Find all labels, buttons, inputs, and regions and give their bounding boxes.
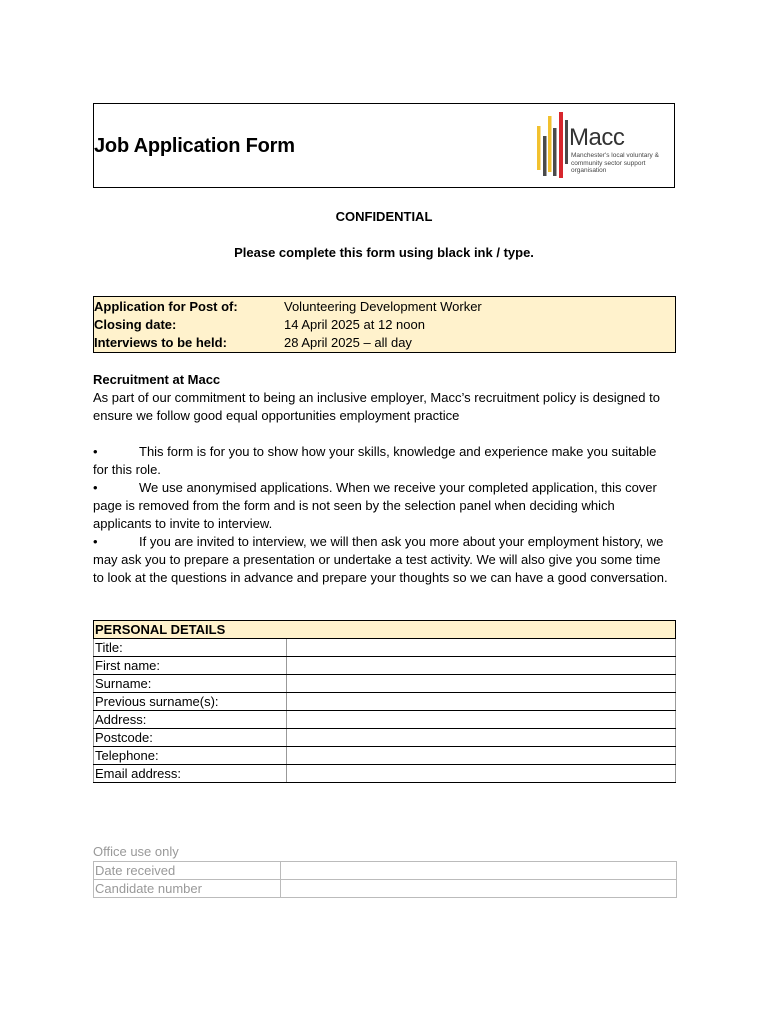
- post-info-row: [94, 298, 675, 316]
- bullet-text: This form is for you to show how your skills, knowledge and experience make you suitable for this role.: [93, 444, 657, 477]
- post-info-value: 28 April 2025 – all day: [284, 335, 412, 350]
- personal-details-heading: PERSONAL DETAILS: [94, 621, 676, 639]
- post-info-value: 14 April 2025 at 12 noon: [284, 317, 425, 332]
- instruction-text: Please complete this form using black ink / type.: [234, 245, 534, 260]
- table-row: [94, 880, 677, 898]
- email-field[interactable]: [287, 765, 676, 783]
- table-row: [94, 657, 676, 675]
- field-label: Candidate number: [94, 880, 281, 898]
- field-label: Address:: [94, 711, 287, 729]
- bullet-text: We use anonymised applications. When we receive your completed application, this cover page is removed from the form and is not seen by the selection panel when deciding which applicants to invite to interview.: [93, 480, 657, 531]
- post-info-row: [94, 334, 675, 352]
- bullet-item: [93, 533, 673, 587]
- post-info-box: [93, 296, 676, 353]
- table-row: [94, 675, 676, 693]
- personal-details-table: [93, 620, 676, 783]
- bullet-dot: •: [93, 534, 98, 549]
- recruitment-intro: As part of our commitment to being an inclusive employer, Macc’s recruitment policy is designed to ensure we follow good equal opportunities employment practice: [93, 390, 660, 423]
- field-label: Postcode:: [94, 729, 287, 747]
- post-info-row: [94, 316, 675, 334]
- logo-bar: [537, 126, 541, 170]
- telephone-field[interactable]: [287, 747, 676, 765]
- first-name-field[interactable]: [287, 657, 676, 675]
- table-row: [94, 765, 676, 783]
- post-info-label: Closing date:: [94, 317, 177, 332]
- bullet-dot: •: [93, 480, 98, 495]
- table-row: [94, 639, 676, 657]
- recruitment-section: [93, 371, 673, 587]
- table-row: [94, 862, 677, 880]
- address-field[interactable]: [287, 711, 676, 729]
- recruitment-heading: Recruitment at Macc: [93, 372, 221, 387]
- field-label: First name:: [94, 657, 287, 675]
- table-row: [94, 729, 676, 747]
- logo-word: Macc: [569, 124, 625, 151]
- bullet-item: [93, 479, 673, 533]
- table-row: [94, 747, 676, 765]
- bullet-dot: •: [93, 444, 98, 459]
- table-row: [94, 693, 676, 711]
- page-title: Job Application Form: [94, 135, 295, 157]
- field-label: Email address:: [94, 765, 287, 783]
- bullet-item: [93, 443, 673, 479]
- field-label: Title:: [94, 639, 287, 657]
- office-use-table: [93, 861, 677, 898]
- field-label: Date received: [94, 862, 281, 880]
- table-row: [94, 711, 676, 729]
- bullet-text: If you are invited to interview, we will then ask you more about your employment history, we may ask you to prepare a presentation or undertake a test activity. We will also give you some time to look at the questions in advance and prepare your thoughts so we can have a good conversation.: [93, 534, 668, 585]
- title-field[interactable]: [287, 639, 676, 657]
- office-use-heading: Office use only: [93, 844, 179, 859]
- post-info-value: Volunteering Development Worker: [284, 299, 482, 314]
- postcode-field[interactable]: [287, 729, 676, 747]
- field-label: Previous surname(s):: [94, 693, 287, 711]
- candidate-number-field[interactable]: [281, 880, 677, 898]
- surname-field[interactable]: [287, 675, 676, 693]
- date-received-field[interactable]: [281, 862, 677, 880]
- post-info-label: Application for Post of:: [94, 299, 238, 314]
- previous-surname-field[interactable]: [287, 693, 676, 711]
- logo-bar: [543, 136, 547, 176]
- logo-tagline: Manchester's local voluntary & community sector support organisation: [571, 152, 659, 174]
- field-label: Telephone:: [94, 747, 287, 765]
- field-label: Surname:: [94, 675, 287, 693]
- logo-bar: [559, 112, 563, 178]
- confidential-label: CONFIDENTIAL: [335, 209, 433, 224]
- logo-bar: [548, 116, 552, 172]
- post-info-label: Interviews to be held:: [94, 335, 227, 350]
- logo-bar: [553, 128, 557, 176]
- logo-bar: [565, 120, 568, 164]
- personal-details-header: [94, 621, 676, 639]
